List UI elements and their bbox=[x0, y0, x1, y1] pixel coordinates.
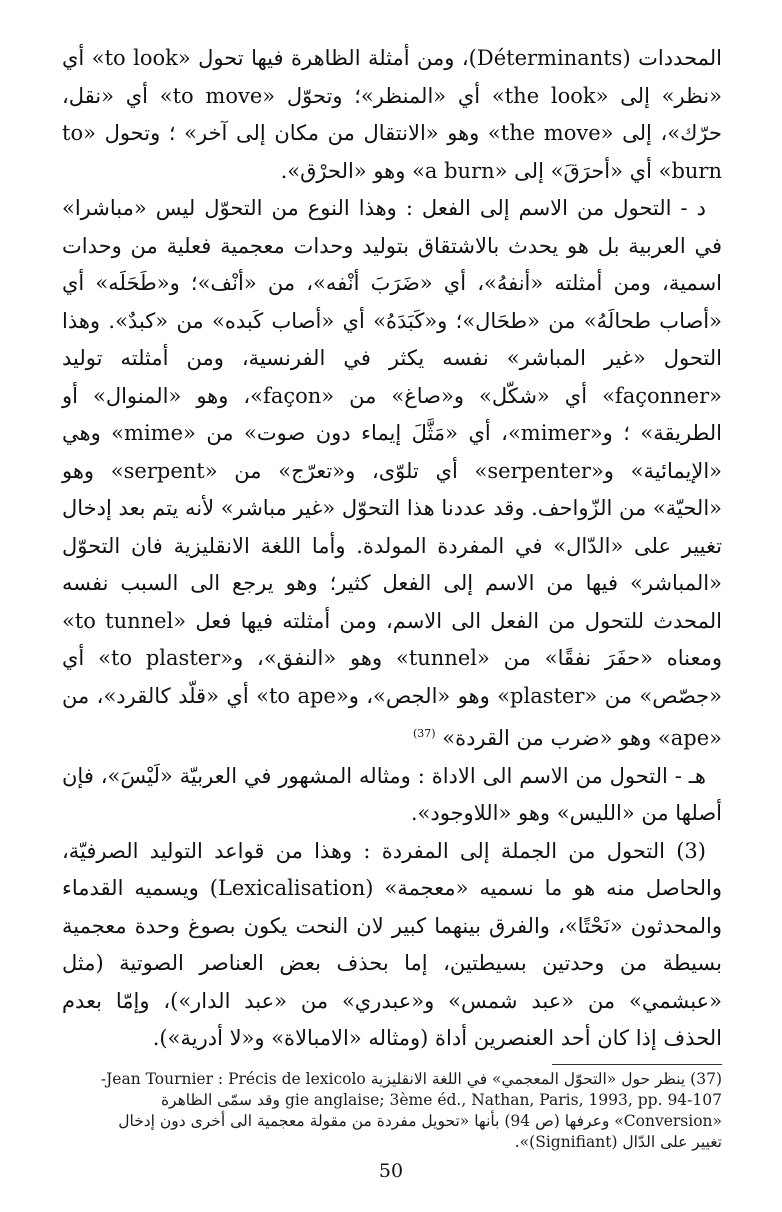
footnotes bbox=[62, 1069, 722, 1153]
footnote-line: «Conversion» وعرفها (ص 94) بأنها «تحويل مفردة من مقولة معجمية الى أخرى دون إدخال bbox=[118, 1111, 722, 1130]
paragraph-3: هـ - التحول من الاسم الى الاداة : ومثاله المشهور في العربيّة «لَيْسَ»، فإن أصلها من «الليس» وهو «اللاوجود». bbox=[62, 763, 722, 825]
paragraph-2-text: د - التحول من الاسم إلى الفعل : وهذا النوع من التحوّل ليس «مباشرا» في العربية بل هو يحدث بالاشتقاق بتوليد وحدات معجمية فعلية من وحدات اسمية، ومن أمثلته «أنفهُ»، أي «ضَرَبَ أنْفه»، من «أنْف»؛ و«طَحَلَه» أي «أصاب طحالَهُ» من «طحَال»؛ و«كَبَدَهُ» أي «أصاب كَبده» من «كبدٌ». وهذا التحول «غير المباشر» نفسه يكثر في الفرنسية، ومن أمثلته توليد «façonner» أي «شكّل» و«صاغ» من «façon»، وهو «المنوال» أو الطريقة» ؛ و«mimer»، أي «مَثَّلَ إيماء دون صوت» من «mime» وهي «الإيمائية» و«serpenter» أي تلوّى، و«تعرّج» من «serpent» وهو «الحيّة» من الزّواحف. وقد عددنا هذا التحوّل «غير مباشر» لأنه يتم بعد إدخال تغيير على «الدّال» في المفردة المولدة. وأما اللغة الانقليزية فان التحوّل «المباشر» فيها من الاسم إلى الفعل كثير؛ وهو يرجع الى السبب نفسه المحدث للتحول من الفعل الى الاسم، ومن أمثلته فيها فعل «to tunnel» ومعناه «حفَرَ نفقًا» من «tunnel» وهو «النفق»، و«to plaster» أي «جصّص» من «plaster» وهو «الجص»، و«to ape» أي «قلّد كالقرد»، من «ape» وهو «ضرب من القردة» bbox=[62, 196, 723, 750]
paragraph-1: المحددات (Déterminants)، ومن أمثلة الظاهرة فيها تحول «to look» أي «نظر» إلى «the look» أي «المنظر»؛ وتحوّل «to move» أي «نقل، حرّك»، إلى «the move» وهو «الانتقال من مكان إلى آخر» ؛ وتحول «to burn» أي «أحرَقَ» إلى «a burn» وهو «الحرْق». bbox=[62, 46, 723, 183]
paragraph-4: (3) التحول من الجملة إلى المفردة : وهذا من قواعد التوليد الصرفيّة، والحاصل منه هو ما نسميه «معجمة» (Lexicalisation) ويسميه القدماء والمحدثون «نَحْتًا»، والفرق بينهما كبير لان النحت يكون بصوغ وحدة معجمية بسيطة من وحدتين بسيطتين، إما بحذف بعض العناصر الصوتية (مثل «عبشمي» من «عبد شمس» و«عبدري» من «عبد الدار»)، وإمّا بعدم الحذف إذا كان أحد العنصرين أداة (ومثاله «الامبالاة» و«لا أدرية»). bbox=[62, 838, 722, 1050]
page-number: 50 bbox=[378, 1160, 404, 1182]
footnote-line: gie anglaise; 3ème éd., Nathan, Paris, 1993, pp. 94-107 وقد سمّى الظاهرة bbox=[160, 1090, 722, 1109]
page-content bbox=[62, 40, 722, 1153]
footnote-divider bbox=[552, 1064, 722, 1065]
body-text bbox=[62, 40, 722, 1058]
paragraph-2 bbox=[62, 190, 722, 758]
footnote-line: تغيير على الدّال (Signifiant)». bbox=[514, 1132, 722, 1151]
footnote-marker[interactable]: (37) bbox=[412, 727, 436, 740]
footnote-line: (37) ينظر حول «التحوّل المعجمي» في اللغة الانقليزية Jean Tournier : Précis de lexicolo- bbox=[100, 1069, 722, 1088]
